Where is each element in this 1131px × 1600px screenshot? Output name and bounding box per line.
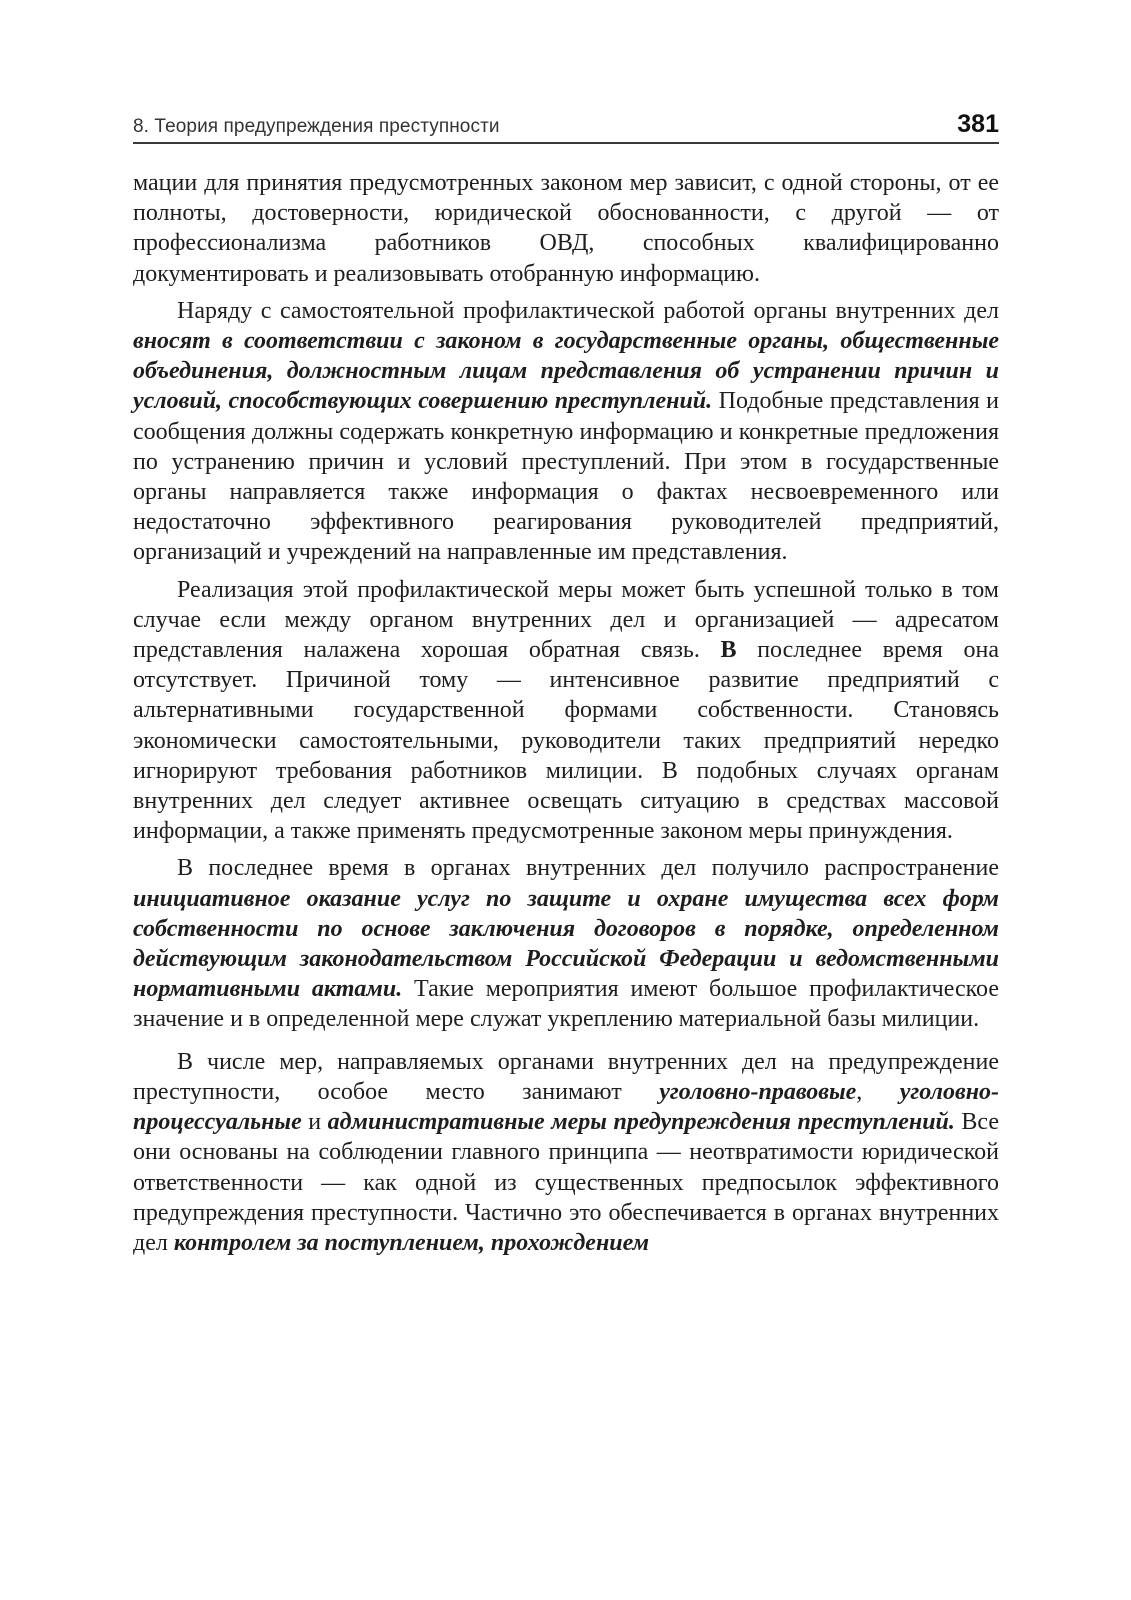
paragraph-5-text-c: и (301, 1109, 328, 1136)
paragraph-4-text-b: Такие мероприятия имеют большое профилактическое значение и в определенной мере служат укреплению материальной базы милиции. (133, 976, 999, 1033)
paragraph-3-bold-letter: В (720, 637, 737, 664)
body-text (133, 168, 999, 1258)
paragraph-1-text: мации для принятия предусмотренных законом мер зависит, с одной стороны, от ее полноты, достоверности, юридической обоснованности, с другой — от профессионализма работников ОВД, способных квалифицированно документировать и реализовывать отобранную информацию. (133, 170, 999, 287)
paragraph-3 (133, 575, 999, 847)
running-header (133, 112, 999, 144)
paragraph-5-text-d: Все они основаны на соблюдении главного принципа — неотвратимости юридической ответственности — как одной из существенных предпосылок эффективного предупреждения преступности. Частично это обеспечивается в органах внутренних дел (133, 1109, 1000, 1256)
paragraph-3-text-a: Реализация этой профилактической меры может быть успешной только в том случае если между органом внутренних дел и организацией — адресатом представления налажена хорошая обратная связь. (133, 576, 999, 664)
paragraph-5-emphasis-2: уголовно-процессуальные (133, 1078, 1000, 1136)
chapter-title: 8. Теория предупреждения преступности (133, 116, 500, 137)
paragraph-2 (133, 296, 999, 568)
paragraph-5-text-a: В числе мер, направляемых органами внутренних дел на предупреждение преступности, особое место занимают (133, 1048, 999, 1105)
paragraph-4-emphasis: инициативное оказание услуг по защите и охране имущества всех форм собственности по основе заключения договоров в порядке, определенном действующим законодательством Российской Федерации и ведомственными нормативными актами. (133, 885, 999, 1003)
paragraph-5-emphasis-4: контролем за поступлением, прохождением (173, 1229, 650, 1256)
paragraph-5-text-b: , (856, 1078, 900, 1105)
paragraph-4 (133, 853, 999, 1034)
paragraph-2-emphasis: вносят в соответствии с законом в государственные органы, общественные объединения, должностным лицам представления об устранении причин и условий, способствующих совершению преступлений. (133, 328, 999, 415)
paragraph-5-emphasis-1: уголовно-правовые (659, 1078, 857, 1105)
paragraph-2-text-a: Наряду с самостоятельной профилактической работой органы внутренних дел (177, 297, 999, 324)
paragraph-2-text-b: Подобные представления и сообщения должны содержать конкретную информацию и конкретные предложения по устранению причин и условий преступлений. При этом в государственные органы направляется также информация о фактах несвоевременного или недостаточно эффективного реагирования руководителей предприятий, организаций и учреждений на направленные им представления. (133, 388, 999, 566)
paragraph-4-text-a: В последнее время в органах внутренних дел получило распространение (177, 855, 999, 882)
paragraph-1 (133, 168, 999, 289)
page-number: 381 (957, 110, 999, 138)
paragraph-5-emphasis-3: административные меры предупреждения преступлений. (327, 1109, 955, 1136)
paragraph-3-text-b: последнее время она отсутствует. Причиной тому — интенсивное развитие предприятий с альтернативными государственной формами собственности. Становясь экономически самостоятельными, руководители таких предприятий нередко игнорируют требования работников милиции. В подобных случаях органам внутренних дел следует активнее освещать ситуацию в средствах массовой информации, а также применять предусмотренные законом меры принуждения. (133, 637, 999, 845)
paragraph-5 (133, 1047, 999, 1258)
